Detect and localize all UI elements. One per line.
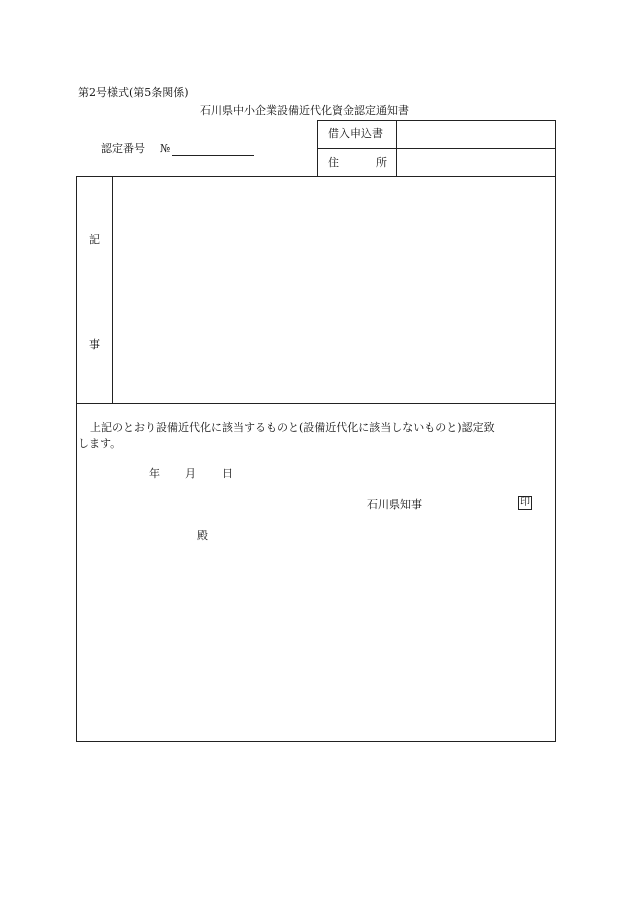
address-value-cell: [397, 149, 554, 176]
issuer-name: 石川県知事: [367, 498, 422, 511]
record-content-area: [113, 177, 555, 403]
applicant-table-left-border: [317, 120, 318, 177]
no-symbol: №: [160, 142, 171, 155]
date-month-label: 月: [185, 467, 196, 480]
date-year-label: 年: [149, 467, 160, 480]
record-section-bottom-border: [76, 403, 556, 404]
main-frame-left-border: [76, 176, 77, 742]
applicant-table-right-border: [555, 120, 556, 177]
applicant-value-cell: [397, 121, 554, 147]
main-frame-right-border: [555, 176, 556, 742]
addressee-honorific: 殿: [197, 529, 208, 542]
statement-line-2: します。: [78, 437, 122, 450]
main-frame-bottom-border: [76, 741, 556, 742]
address-label-second-char: 所: [376, 156, 387, 169]
seal-stamp-box: [518, 496, 532, 510]
form-number-label: 第2号様式(第5条関係): [78, 86, 189, 99]
applicant-label: 借入申込書: [328, 127, 383, 140]
cert-number-label: 認定番号: [101, 142, 145, 155]
statement-line-1: 上記のとおり設備近代化に該当するものと(設備近代化に該当しないものと)認定致: [90, 421, 495, 434]
document-title: 石川県中小企業設備近代化資金認定通知書: [200, 104, 409, 117]
record-label-top-char: 記: [89, 233, 100, 246]
cert-number-underline: [172, 155, 254, 156]
address-label-first-char: 住: [328, 156, 339, 169]
record-label-bottom-char: 事: [89, 338, 100, 351]
seal-stamp-char: 印: [520, 497, 530, 508]
date-day-label: 日: [222, 467, 233, 480]
